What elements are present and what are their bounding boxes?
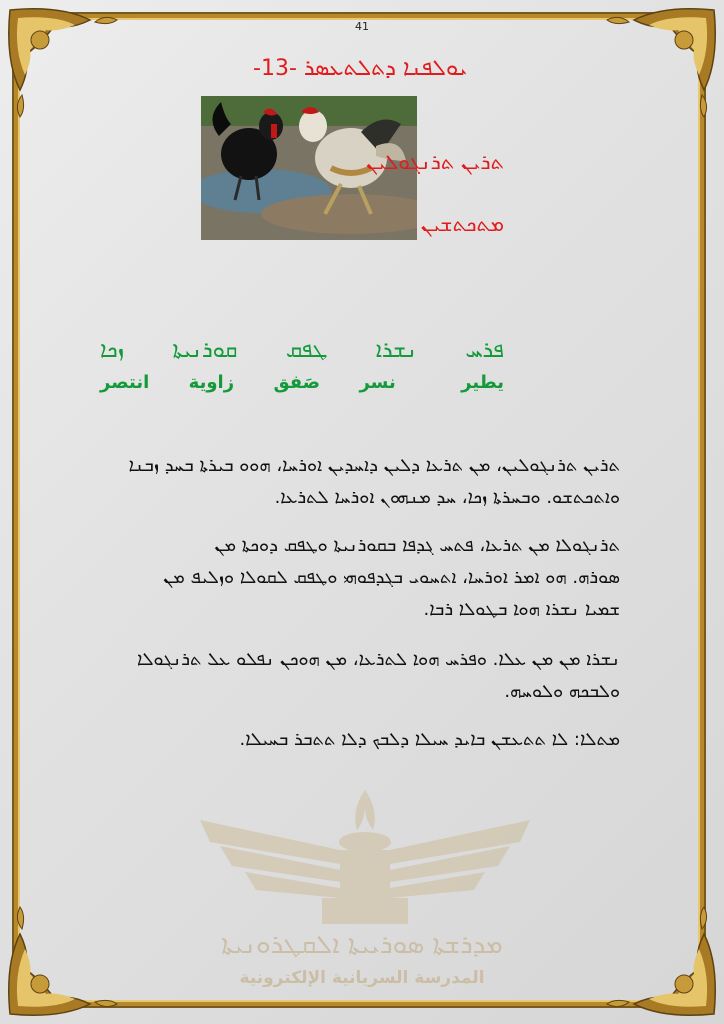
paragraph-line: ܘܐܬܟܬܫܘ. ܘܒܚܪܬܐ ܙܟܐ، ܚܕ ܡܢܗܘܢ ܐܘܪܚܐ ܠܬܪܥܐ. <box>274 487 620 508</box>
vocab-arabic-word: زاوية <box>188 372 235 393</box>
paragraph-line: ܢܫܪܐ ܡܢ ܡܢ ܥܠܐ. ܘܦܪܚ ܗܘܐ ܠܬܪܥܐ، ܡܢ ܗܘܟܢ ܢܦܠܘ ܥܠ ܬܪܢܓܘܠܐ <box>137 649 620 670</box>
vocab-arabic-word: يطير <box>461 372 504 393</box>
vocab-syriac-word: ܢܫܪܐ <box>375 338 417 363</box>
paragraph-line: ܬܪܝܢ ܬܪܢܓܘܠܝܢ، ܡܢ ܬܪܥܐ ܕܠܝܢ ܕܐܚܕܝܢ ܐܘܪܚܐ، ܗܘܘ ܒܝܪܬܐ ܒܚܕ ܙܒܢܐ <box>128 455 620 476</box>
paragraph-2 <box>100 530 620 626</box>
vocab-arabic-row <box>100 372 504 393</box>
vocab-arabic-word: انتصر <box>100 372 150 393</box>
lesson-number: -13- <box>253 56 297 81</box>
paragraph-line: ܡܬܠܐ: ܠܐ ܬܬܥܫܢ ܒܐܝܕ ܚܝܠܐ ܕܠܒܟ ܕܠܐ ܬܬܒܪ ܒܚܝܠܐ. <box>239 729 620 750</box>
lesson-title <box>200 56 520 81</box>
lesson-title-text: ܝܘܠܦܢܐ ܕܬܠܬܥܣܪ <box>303 56 467 81</box>
school-logo-watermark <box>190 780 540 1000</box>
paragraph-3 <box>100 644 620 708</box>
side-title-line2: ܡܬܟܬܫܝܢ <box>420 212 504 236</box>
paragraph-line: ܫܡܝܐ ܢܫܪܐ ܗܘܐ ܒܛܘܠܐ ܪܒܐ. <box>423 599 620 620</box>
paragraph-1 <box>100 450 620 514</box>
vocab-arabic-word: صَفق <box>273 372 321 393</box>
page-number: 41 <box>355 20 369 33</box>
vocab-syriac-word: ܩܘܪܢܝܬܐ <box>172 338 238 363</box>
vocab-syriac-word: ܛܦܩ <box>285 338 328 363</box>
proverb <box>100 724 620 756</box>
vocab-arabic-word: نسر <box>359 372 396 393</box>
vocab-syriac-row <box>100 338 504 363</box>
paragraph-line: ܘܠܒܟܗ ܘܠܘܚܗ. <box>504 681 620 702</box>
vocab-syriac-word: ܦܪܚ <box>465 338 504 363</box>
paragraph-line: ܣܘܪܗ. ܗܘ ܐܡܪ ܐܘܪܚܐ، ܐܬܚܘܝ ܒܓܕܦܘܗܝ ܘܛܦܩ ܠܩܘܠܐ ܘܙܠܝܦ ܡܢ <box>163 567 620 588</box>
side-title-line1: ܬܪܝܢ ܬܪܢܓܘܠܝܢ <box>366 150 504 174</box>
watermark-syriac-text: ܡܕܪܫܬܐ ܣܘܪܝܝܬܐ ܐܠܩܛܪܘܢܝܬܐ <box>221 930 503 960</box>
watermark-arabic-text: المدرسة السريانية الإلكترونية <box>239 968 485 988</box>
paragraph-line: ܬܪܢܓܘܠܐ ܡܢ ܬܪܥܐ، ܦܬܚ ܓܕܦܐ ܒܩܘܪܢܝܬܐ ܘܛܦܩ ܕܘܟܬܐ ܡܢ <box>214 535 620 556</box>
vocab-syriac-word: ܙܟܐ <box>100 338 125 363</box>
